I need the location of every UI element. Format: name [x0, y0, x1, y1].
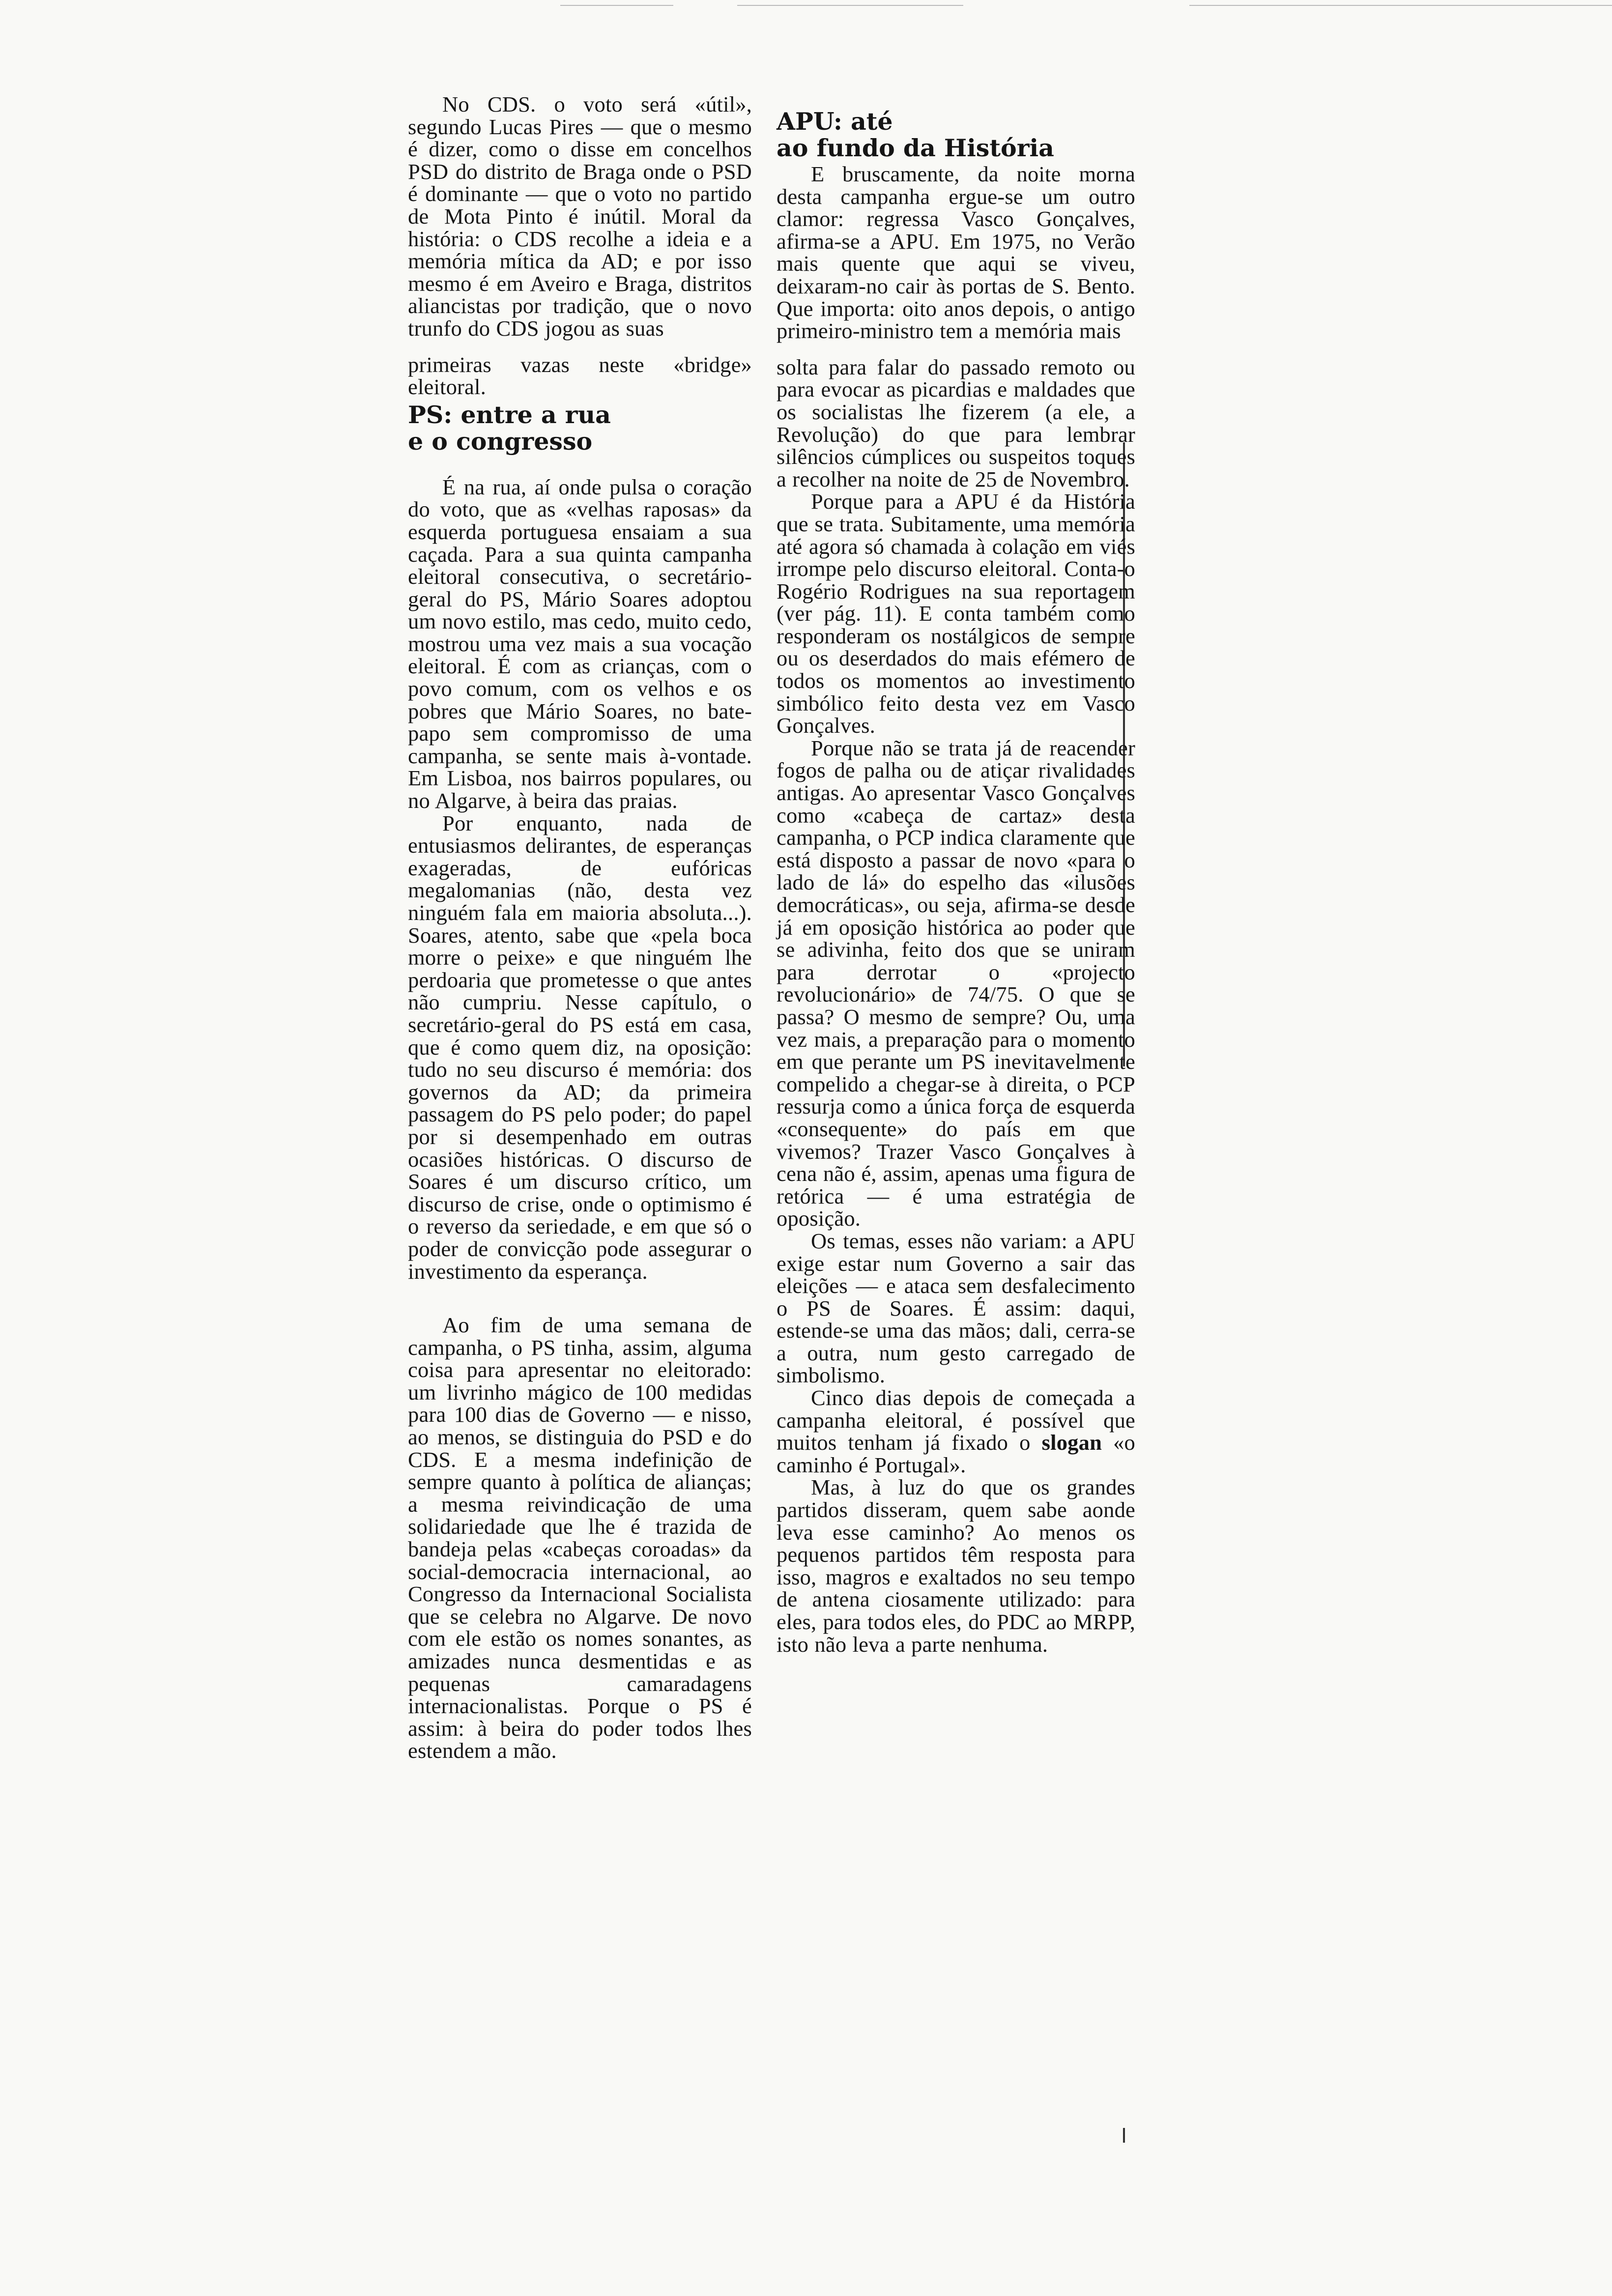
paragraph-apu-5-end: «o caminho é Portugal».: [777, 1430, 1135, 1477]
paragraph-ps-1: É na rua, aí onde pulsa o coração do voto, que as «velhas raposas» da esquerda portuguesa ensaiam a sua caçada. Para a sua quinta campanha eleitoral consecutiva, o secretário-geral do PS, Mário Soares adoptou um novo estilo, mas cedo, muito cedo, mostrou uma vez mais a sua vocação eleitoral. É com as crianças, com o povo comum, com os velhos e os pobres que Mário Soares, no bate-papo sem compromisso de uma campanha, se sente mais à-vontade. Em Lisboa, nos bairros populares, ou no Algarve, à beira das praias.: [408, 474, 752, 813]
article-column-right: [777, 93, 1135, 1656]
section-heading-apu: APU: até ao fundo da História: [777, 107, 1054, 162]
paragraph-ps-3: Ao fim de uma semana de campanha, o PS tinha, assim, alguma coisa para apresentar no eleitorado: um livrinho mágico de 100 medidas para 100 dias de Governo — e nisso, ao menos, se distinguia do PSD e do CDS. E a mesma indefinição de sempre quanto à política de alianças; a mesma reivindicação de uma solidariedade que lhe é trazida de bandeja pelas «cabeças coroadas» da social-democracia internacional, ao Congresso da Internacional Socialista que se celebra no Algarve. De novo com ele estão os nomes sonantes, as amizades nunca desmentidas e as pequenas camaradagens internacionalistas. Porque o PS é assim: à beira do poder todos lhes estendem a mão.: [408, 1313, 752, 1763]
paragraph-apu-5-text: Cinco dias depois de começada a campanha eleitoral, é possível que muitos tenham já fixado o: [777, 1385, 1135, 1455]
column-rule-mark: [1123, 2128, 1125, 2143]
paragraph-cds-continued: primeiras vazas neste «bridge» eleitoral.: [408, 352, 752, 400]
paragraph-ps-2: Por enquanto, nada de entusiasmos delirantes, de esperanças exageradas, de eufóricas megalomanias (não, desta vez ninguém fala em maioria absoluta...). Soares, atento, sabe que «pela boca morre o peixe» e que ninguém lhe perdoaria que prometesse o que antes não cumpriu. Nesse capítulo, o secretário-geral do PS está em casa, que é como quem diz, na oposição: tudo no seu discurso é memória: dos governos da AD; da primeira passagem do PS pelo poder; do papel por si desempenhado em outras ocasiões históricas. O discurso de Soares é um discurso crítico, um discurso de crise, onde o optimismo é o reverso da seriedade, e em que só o poder de convicção pode assegurar o investimento da esperança.: [408, 810, 752, 1284]
scan-mark: [737, 5, 963, 6]
paragraph-apu-5: [777, 1387, 1135, 1476]
paragraph-apu-4: Os temas, esses não variam: a APU exige estar num Governo a sair das eleições — e ataca sem desfalecimento o PS de Soares. É assim: daqui, estende-se uma das mãos; dali, cerra-se a outra, num gesto carregado de simbolismo.: [777, 1228, 1135, 1388]
scan-mark: [560, 5, 673, 6]
slogan-word: slogan: [1041, 1430, 1102, 1455]
article-column-left: [408, 93, 752, 1762]
paragraph-apu-2: Porque para a APU é da História que se trata. Subitamente, uma memória até agora só chamada à colação em viés irrompe pelo discurso eleitoral. Conta-o Rogério Rodrigues na sua reportagem (ver pág. 11). E conta também como responderam os nostálgicos de sempre ou os deserdados do mais efémero de todos os momentos ao investimento simbólico feito desta vez em Vasco Gonçalves.: [777, 489, 1135, 738]
section-heading-ps: PS: entre a rua e o congresso: [408, 400, 611, 456]
paragraph-apu-3: Porque não se trata já de reacender fogos de palha ou de atiçar rivalidades antigas. Ao apresentar Vasco Gonçalves como «cabeça de cartaz» desta campanha, o PCP indica claramente que está disposto a passar de novo «para o lado de lá» do espelho das «ilusões democráticas», ou seja, afirma-se desde já em oposição histórica ao poder que se adivinha, feito dos que se uniram para derrotar o «projecto revolucionário» de 74/75. O que se passa? O mesmo de sempre? Ou, uma vez mais, a preparação para o momento em que perante um PS inevitavelmente compelido a chegar-se à direita, o PCP ressurja como a única força de esquerda «consequente» do país em que vivemos? Trazer Vasco Gonçalves à cena não é, assim, apenas uma figura de retórica — é uma estratégia de oposição.: [777, 735, 1135, 1231]
paragraph-cds: No CDS. o voto será «útil», segundo Lucas Pires — que o mesmo é dizer, como o disse em concelhos PSD do distrito de Braga onde o PSD é dominante — que o voto no partido de Mota Pinto é inútil. Moral da história: o CDS recolhe a ideia e a memória mítica da AD; e por isso mesmo é em Aveiro e Braga, distritos aliancistas por tradição, que o novo trunfo do CDS jogou as suas: [408, 92, 752, 341]
paragraph-apu-1: E bruscamente, da noite morna desta campanha ergue-se um outro clamor: regressa Vasco Gonçalves, afirma-se a APU. Em 1975, no Verão mais quente que aqui se viveu, deixaram-no cair às portas de S. Bento. Que importa: oito anos depois, o antigo primeiro-ministro tem a memória mais: [777, 162, 1135, 344]
scan-mark: [1189, 5, 1612, 6]
paragraph-apu-1-continued: solta para falar do passado remoto ou para evocar as picardias e maldades que os socialistas lhe fizerem (a ele, a Revolução) do que para lembrar silêncios cúmplices ou suspeitos toques a recolher na noite de 25 de Novembro.: [777, 354, 1135, 491]
paragraph-apu-6: Mas, à luz do que os grandes partidos disseram, quem sabe aonde leva esse caminho? Ao menos os pequenos partidos têm resposta para isso, magros e exaltados no seu tempo de antena ciosamente utilizado: para eles, para todos eles, do PDC ao MRPP, isto não leva a parte nenhuma.: [777, 1475, 1135, 1657]
